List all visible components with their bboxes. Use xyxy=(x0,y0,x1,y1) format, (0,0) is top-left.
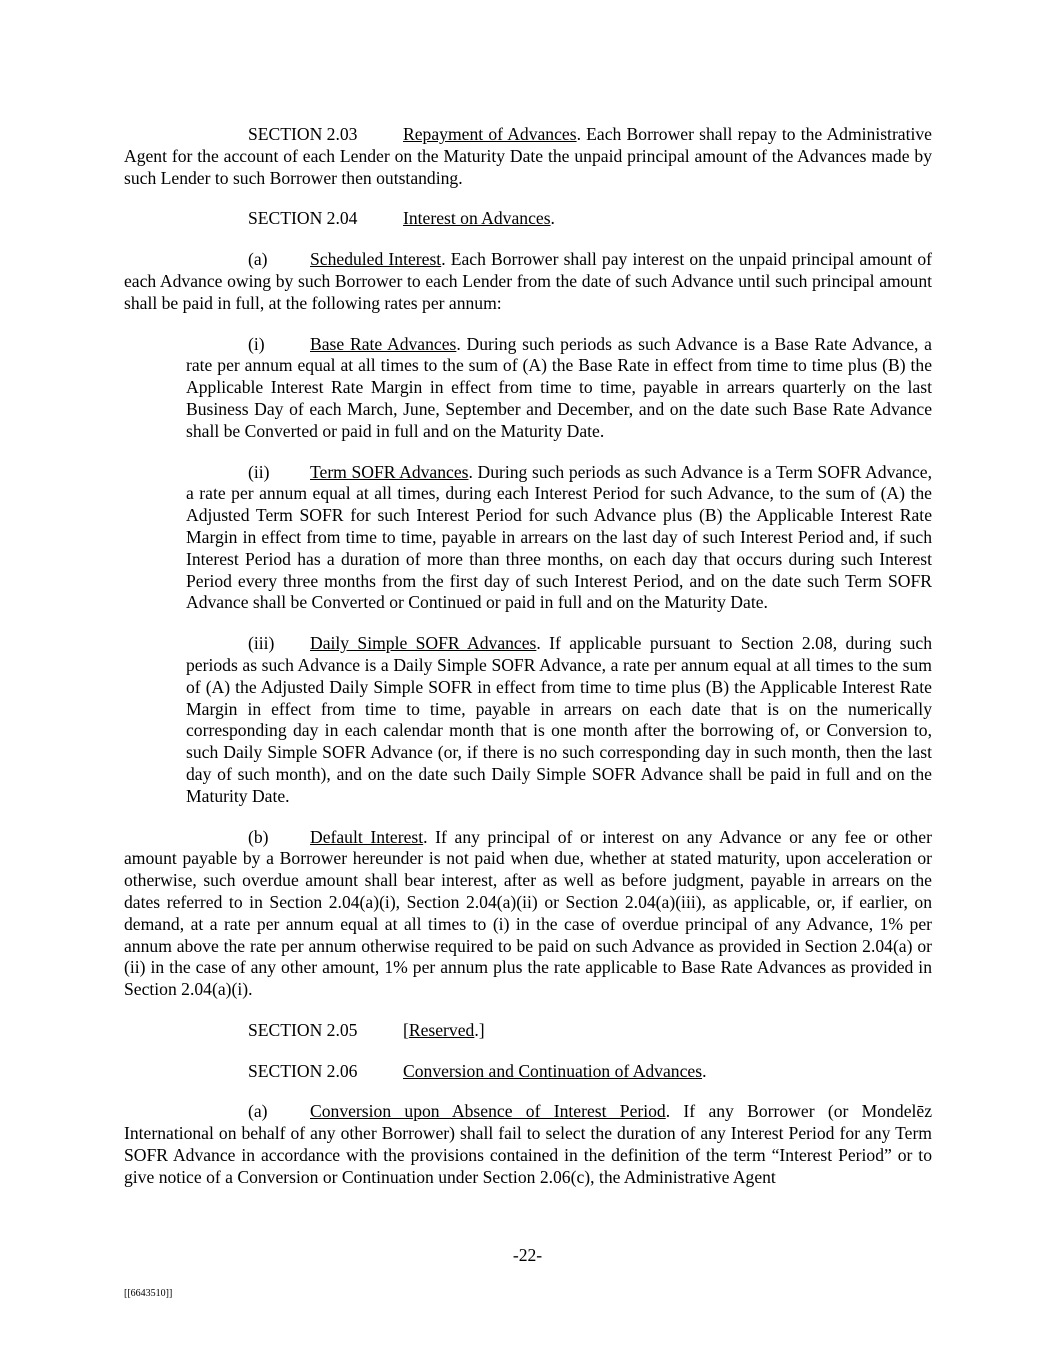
document-body xyxy=(124,124,932,1189)
page-number: -22- xyxy=(512,1245,543,1265)
clause-text: . Each Borrower shall pay interest on the unpaid principal amount of each Advance owing by such Borrower to each Lender from the date of such Advance until such principal amount shall be paid in full, at the following rates per annum: xyxy=(124,249,932,313)
clause-label: (ii) xyxy=(248,461,270,482)
clause-title: Scheduled Interest xyxy=(310,249,442,270)
section-title: Reserved xyxy=(408,1019,475,1040)
clause-label: (a) xyxy=(248,1101,268,1122)
section-title-pre: [ xyxy=(403,1019,409,1040)
clause-title: Term SOFR Advances xyxy=(310,461,469,482)
section-2-04-heading xyxy=(124,208,932,230)
section-title: Interest on Advances xyxy=(403,208,551,229)
clause-text: . If applicable pursuant to Section 2.08, during such periods as such Advance is a Daily Simple SOFR Advance, a rate per annum equal at all times to the sum of (A) the Adjusted Daily Simple SOFR in effect from time to time plus (B) the Applicable Interest Rate Margin in effect from time to time, payable in arrears on each date that is on the numerically corresponding day in each calendar month that is one month after the borrowing of, or Conversion to, such Daily Simple SOFR Advance (or, if there is no such corresponding day in such month, then the last day of such month), and on the date such Daily Simple SOFR Advance shall be paid in full and on the Maturity Date. xyxy=(186,633,932,806)
section-2-03-paragraph xyxy=(124,124,932,189)
section-2-06-heading xyxy=(124,1061,932,1083)
clause-title: Default Interest xyxy=(310,826,424,847)
clause-label: (iii) xyxy=(248,633,275,654)
clause-b-default-interest xyxy=(124,827,932,1001)
clause-text: . During such periods as such Advance is a Term SOFR Advance, a rate per annum equal at all times, during each Interest Period for such Advance, to the sum of (A) the Adjusted Term SOFR for such Interest Period for such Advance plus (B) the Applicable Interest Rate Margin in effect from time to time, payable in arrears on the last day of such Interest Period and, if such Interest Period has a duration of more than three months, on each day that occurs during such Interest Period every three months from the first day of such Interest Period, and on the date such Term SOFR Advance shall be Converted or Continued or paid in full and on the Maturity Date. xyxy=(186,461,932,613)
clause-ii-term-sofr xyxy=(186,462,932,615)
clause-text: . If any principal of or interest on any Advance or any fee or other amount payable by a Borrower hereunder is not paid when due, whether at stated maturity, upon acceleration or otherwise, such overdue amount shall bear interest, after as well as before judgment, payable in arrears on the dates referred to in Section 2.04(a)(i), Section 2.04(a)(ii) or Section 2.04(a)(iii), as applicable, or, if earlier, on demand, at a rate per annum equal at all times to (i) in the case of overdue principal of any Advance, 1% per annum above the rate per annum otherwise required to be paid on such Advance as provided in Section 2.04(a) or (ii) in the case of any other amount, 1% per annum plus the rate applicable to Base Rate Advances as provided in Section 2.04(a)(i). xyxy=(124,826,932,1000)
clause-a-conversion xyxy=(124,1101,932,1188)
clause-title: Conversion upon Absence of Interest Period xyxy=(310,1101,666,1122)
section-2-05-heading xyxy=(124,1020,932,1042)
section-number: SECTION 2.04 xyxy=(248,208,358,229)
section-number: SECTION 2.03 xyxy=(248,124,358,144)
section-title-end: .] xyxy=(474,1019,485,1040)
section-title-end: . xyxy=(702,1060,707,1081)
clause-iii-daily-simple-sofr xyxy=(186,633,932,807)
clause-label: (b) xyxy=(248,826,269,847)
clause-label: (i) xyxy=(248,333,265,354)
section-number: SECTION 2.05 xyxy=(248,1019,358,1040)
clause-label: (a) xyxy=(248,249,268,270)
clause-a-scheduled-interest xyxy=(124,249,932,314)
section-title-end: . xyxy=(550,208,555,229)
clause-text: . During such periods as such Advance is a Base Rate Advance, a rate per annum equal at all times to the sum of (A) the Base Rate in effect from time to time plus (B) the Applicable Interest Rate Margin in effect from time to time, payable in arrears quarterly on the last Business Day of each March, June, September and December, and on the date such Base Rate Advance shall be Converted or paid in full and on the Maturity Date. xyxy=(186,333,932,441)
clause-title: Daily Simple SOFR Advances xyxy=(310,633,537,654)
clause-text: . If any Borrower (or Mondelēz International on behalf of any other Borrower) shall fail to select the duration of any Interest Period for any Term SOFR Advance in accordance with the provisions contained in the definition of the term “Interest Period” or to give notice of a Conversion or Continuation under Section 2.06(c), the Administrative Agent xyxy=(124,1101,933,1187)
section-title: Conversion and Continuation of Advances xyxy=(403,1060,703,1081)
section-text: . Each Borrower shall repay to the Administrative Agent for the account of each Lender on the Maturity Date the unpaid principal amount of the Advances made by such Lender to such Borrower then outstanding. xyxy=(124,124,932,188)
clause-title: Base Rate Advances xyxy=(310,333,457,354)
section-number: SECTION 2.06 xyxy=(248,1060,358,1081)
section-title: Repayment of Advances xyxy=(403,124,577,144)
clause-i-base-rate xyxy=(186,334,932,443)
document-id: [[6643510]] xyxy=(124,1288,173,1299)
